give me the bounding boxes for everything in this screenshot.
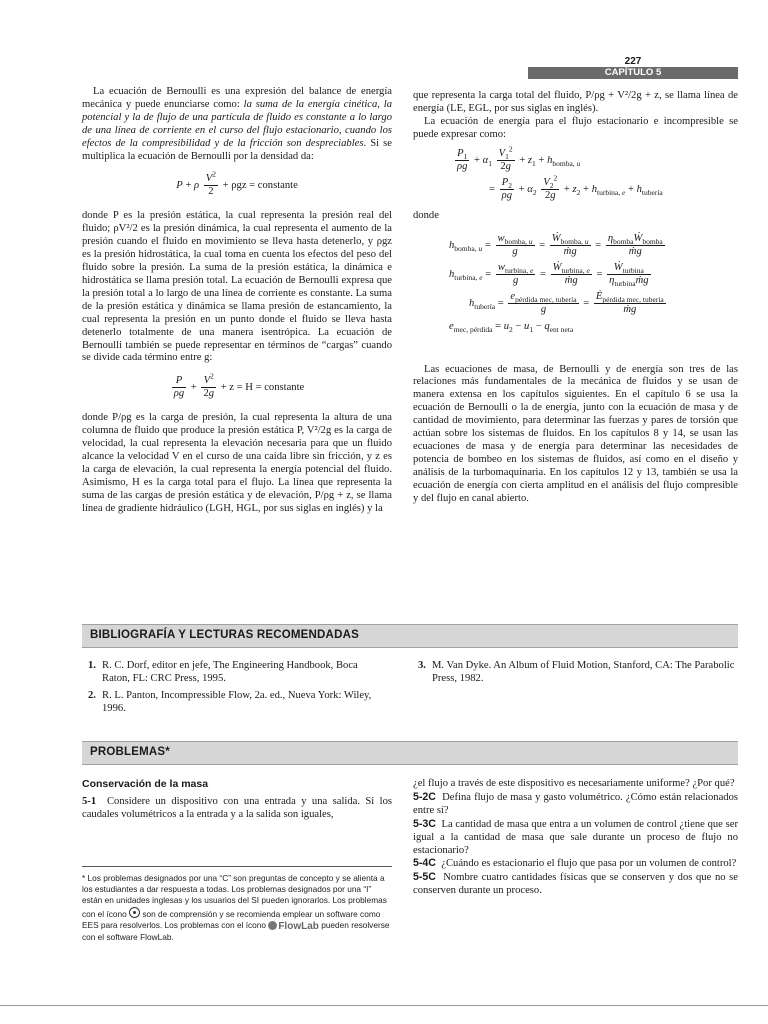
paragraph-pressure-terms: donde P es la presión estática, la cual representa la presión real del fluido; ρV²/2 es la presión dinámica, la cual representa el aumento de la presión cuando el fluido en movimiento se lleva hasta detenerlo, y ρgz es la presión hidrostática, la cual toma en cuenta los efectos del peso del fluido sobre la presión. La suma de la presión estática, la dinámica e hidrostática se llama presión total. La ecuación de Bernoulli expresa que la presión total a lo largo de una línea de corriente es constante. La suma de la presión estática y dinámica se llama presión de estancamiento, la cual representa la presión en un punto donde el fluido se lleva hasta detenerlo totalmente de una manera isentrópica. La ecuación de Bernoulli también se puede representar en términos de “cargas” cuando se divide cada término entre g: <box>82 210 392 364</box>
equation-definitions: $h_{bomba, u}$ = $\frac{w_{bomba, u}}{g}$ = $\frac{Ẇ_{bomba, u}}{\text{ṁg}}$ = $\frac{\eta_{bomba}Ẇ_{bomba}}{\text{ṁg}}$ $h_{turbina, e}$ = $\frac{w_{turbina, e}}{g}$ = $\frac{Ẇ_{turbina, e}}{\text{ṁg}}$ = $\frac{Ẇ_{turbina}}{\eta_{turbina}ṁg}$ $h_{tubería}$ = $\frac{e_{pérdida mec, tubería}}{g}$ = $\frac{Ė_{pérdida mec, tubería}}{\text{ṁg}}$ $e_{mec, pérdida} = u_2 - u_1 - q_{ent neta}$ <box>449 232 664 334</box>
reference-item: 1. R. C. Dorf, editor en jefe, The Engineering Handbook, Boca Raton, FL: CRC Press, 1995. <box>88 660 358 684</box>
problem-number: 5-1 <box>82 795 97 807</box>
problem-text: Considere un dispositivo con una entrada y una salida. Si los caudales volumétricos a la entrada y a la salida son iguales, <box>82 795 393 820</box>
right-column <box>413 90 738 506</box>
bibliography-left <box>88 660 388 720</box>
flowlab-logo: FlowLab <box>268 921 319 932</box>
problem-text: ¿el flujo a través de este dispositivo es necesariamente uniforme? ¿Por qué? <box>413 778 735 789</box>
paragraph-energy-equation-intro: La ecuación de energía para el flujo estacionario e incompresible se puede expresar como: <box>413 115 738 140</box>
problem-item: 5-4C ¿Cuándo es estacionario el flujo que pasa por un volumen de control? <box>413 857 737 870</box>
equation-energy: $\frac{P_1}{\rho g}$ + $\alpha_1$ $\frac{V_1^2}{2g}$ + $z_1 + h_{bomba, u}$ = $\frac{P_2}{\rho g}$ + $\alpha_2$ $\frac{V_2^2}{2g}$ + $z_2 + h_{turbina, e} + h_{tubería}$ <box>457 144 663 201</box>
paragraph-bernoulli-intro: La ecuación de Bernoulli es una expresión del balance de energía mecánica y puede enunciarse como: la suma de la energía cinética, la potencial y la de flujo de una partícula de fluido es constante a lo largo de una línea de corriente en el curso del flujo estacionario, cuando los efectos de la compresibilidad y de la fricción son despreciables. Si se multiplica la ecuación de Bernoulli por la densidad da: <box>82 86 392 162</box>
bibliography-header: BIBLIOGRAFÍA Y LECTURAS RECOMENDADAS <box>82 624 738 648</box>
reference-item: 2. R. L. Panton, Incompressible Flow, 2a. ed., Nueva York: Wiley, 1996. <box>88 689 372 714</box>
left-column <box>82 86 392 516</box>
page-bottom-rule <box>0 1005 768 1006</box>
page-number: 227 <box>624 56 642 67</box>
equation-bernoulli-heads: $\frac{P}{\rho g}$ + $\frac{V^2}{2g}$ + z = H = constante <box>173 371 305 400</box>
problems-header: PROBLEMAS* <box>82 741 738 765</box>
paragraph-energy-line: que representa la carga total del fluido, P/ρg + V²/2g + z, se llama línea de energía (LE, EGL, por sus siglas en inglés). <box>413 90 738 114</box>
reference-item: 3. M. Van Dyke. An Album of Fluid Motion, Stanford, CA: The Parabolic Press, 1982. <box>418 660 735 684</box>
subsection-title: Conservación de la masa <box>82 778 209 790</box>
problems-right <box>413 778 738 898</box>
paragraph-equations-summary: Las ecuaciones de masa, de Bernoulli y de energía son tres de las relaciones más fundamentales de la mecánica de fluidos y se usan de manera extensa en los capítulos siguientes. En el capítulo 6 se usa la ecuación de Bernoulli o la de energía, junto con la ecuación de masa y de cantidad de movimiento, para determinar las fuerzas y pares de torsión que actúan sobre los sistemas de fluidos. En los capítulos 8 y 14, se usan las ecuaciones de masa y de energía para determinar las necesidades de potencia de bombeo en los sistemas de fluidos, así como en el diseño y análisis de la turbomaquinaria. En los capítulos 12 y 13, también se usa la ecuación de energía con cierta amplitud en el análisis del flujo compresible y del flujo en canal abierto. <box>413 363 738 504</box>
paragraph-head-terms: donde P/ρg es la carga de presión, la cual representa la altura de una columna de fluido que produce la presión estática P, V²/2g es la carga de velocidad, la cual representa la elevación necesaria para que un fluido alcance la velocidad V en el curso de una caída libre sin fricción, y z es la carga de elevación, la cual representa la energía potencial del fluido. Asimismo, H es la carga total para el flujo. La línea que representa la suma de las cargas de presión estática y de elevación, P/ρg + z, se llama línea de gradiente hidráulico (LGH, HGL, por sus siglas en inglés) y la <box>82 412 392 514</box>
equation-bernoulli-pressure: P + ρ $\frac{V^2}{2}$ + ρgz = constante <box>176 169 298 198</box>
chapter-label: CAPÍTULO 5 <box>528 67 738 79</box>
problem-item: 5-3C La cantidad de masa que entra a un volumen de control ¿tiene que ser igual a la cantidad de masa que sale durante un proceso de flujo no estacionario? <box>413 817 738 856</box>
footnote: * Los problemas designados por una “C” son preguntas de concepto y se alienta a los estudiantes a dar respuesta a todas. Los problemas designados por una “I” están en unidades inglesas y los usuarios del SI pueden ignorarlos. Los problemas con el ícono son de comprensión y se recomienda emplear un software como EES para resolverlos. Los problemas con el ícono FlowLab pueden resolverse con el software FlowLab. <box>82 866 392 943</box>
label-donde: donde <box>413 209 439 221</box>
problem-item: 5-5C Nombre cuatro cantidades físicas que se conserven y dos que no se conserven durante un proceso. <box>413 871 738 897</box>
problems-left <box>82 778 392 822</box>
problem-item: 5-2C Defina flujo de masa y gasto volumétrico. ¿Cómo están relacionados entre sí? <box>413 790 738 816</box>
bibliography-right <box>418 660 738 690</box>
cd-icon <box>129 907 140 918</box>
